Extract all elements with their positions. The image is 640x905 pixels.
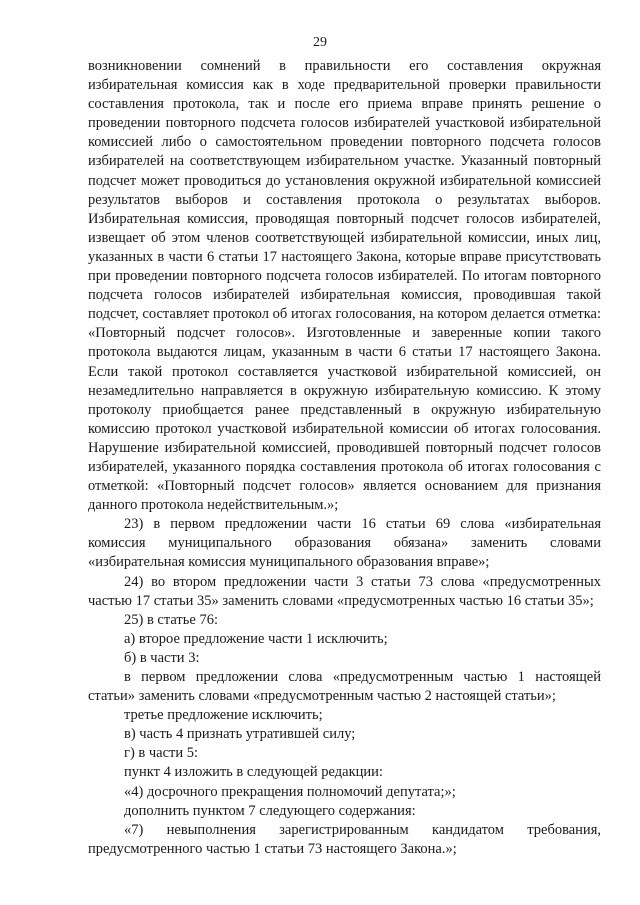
paragraph-first-sentence-change: в первом предложении слова «предусмотренным частью 1 настоящей статьи» заменить словами «предусмотренным частью 2 настоящей статьи»;: [88, 669, 601, 705]
paragraph-subitem-g: г) в части 5:: [124, 745, 199, 762]
paragraph-subitem-a: а) второе предложение части 1 исключить;: [124, 630, 388, 647]
paragraph-point-4-intro: пункт 4 изложить в следующей редакции:: [124, 764, 383, 781]
page-number: 29: [313, 35, 327, 50]
paragraph-point-7-text: «7) невыполнения зарегистрированным кандидатом требования, предусмотренного частью 1 статьи 73 настоящего Закона.»;: [88, 821, 601, 857]
paragraph-subitem-v: в) часть 4 признать утратившей силу;: [124, 726, 356, 743]
paragraph-item-25: 25) в статье 76:: [124, 611, 218, 628]
paragraph-item-23: 23) в первом предложении части 16 статьи 69 слова «избирательная комиссия муниципального образования обязана» заменить словами «избирательная комиссия муниципального образования вправе»;: [88, 516, 601, 571]
paragraph-third-sentence-delete: третье предложение исключить;: [124, 707, 323, 724]
paragraph-subitem-b: б) в части 3:: [124, 649, 200, 666]
document-body: [88, 57, 601, 859]
paragraph-item-24: 24) во втором предложении части 3 статьи 73 слова «предусмотренных частью 17 статьи 35» заменить словами «предусмотренных частью 16 статьи 35»;: [88, 573, 601, 609]
paragraph-point-4-text: «4) досрочного прекращения полномочий депутата;»;: [124, 783, 456, 800]
paragraph-continuation: возникновении сомнений в правильности его составления окружная избирательная комиссия как в ходе предварительной проверки правильности составления протокола, так и после его приема вправе принять решение о проведении повторного подсчета голосов избирателей участковой избирательной комиссией либо о самостоятельном проведении повторного подсчета голосов избирателей на соответствующем избирательном участке. Указанный повторный подсчет может проводиться до установления окружной избирательной комиссией результатов выборов и составления протокола о результатах выборов. Избирательная комиссия, проводящая повторный подсчет голосов избирателей, извещает об этом членов соответствующей избирательной комиссии, иных лиц, указанных в части 6 статьи 17 настоящего Закона, которые вправе присутствовать при проведении повторного подсчета голосов избирателей. По итогам повторного подсчета голосов избирателей избирательная комиссия, проводившая такой подсчет, составляет протокол об итогах голосования, на котором делается отметка: «Повторный подсчет голосов». Изготовленные и заверенные копии такого протокола выдаются лицам, указанным в части 6 статьи 17 настоящего Закона. Если такой протокол составляется участковой избирательной комиссией, он незамедлительно направляется в окружную избирательную комиссию. К этому протоколу приобщается ранее представленный в окружную избирательную комиссию протокол участковой избирательной комиссии об итогах голосования. Нарушение избирательной комиссией, проводившей повторный подсчет голосов избирателей, указанного порядка составления протокола об итогах голосования с отметкой: «Повторный подсчет голосов» является основанием для признания данного протокола недействительным.»;: [88, 58, 601, 514]
paragraph-point-7-intro: дополнить пунктом 7 следующего содержания:: [124, 802, 416, 819]
